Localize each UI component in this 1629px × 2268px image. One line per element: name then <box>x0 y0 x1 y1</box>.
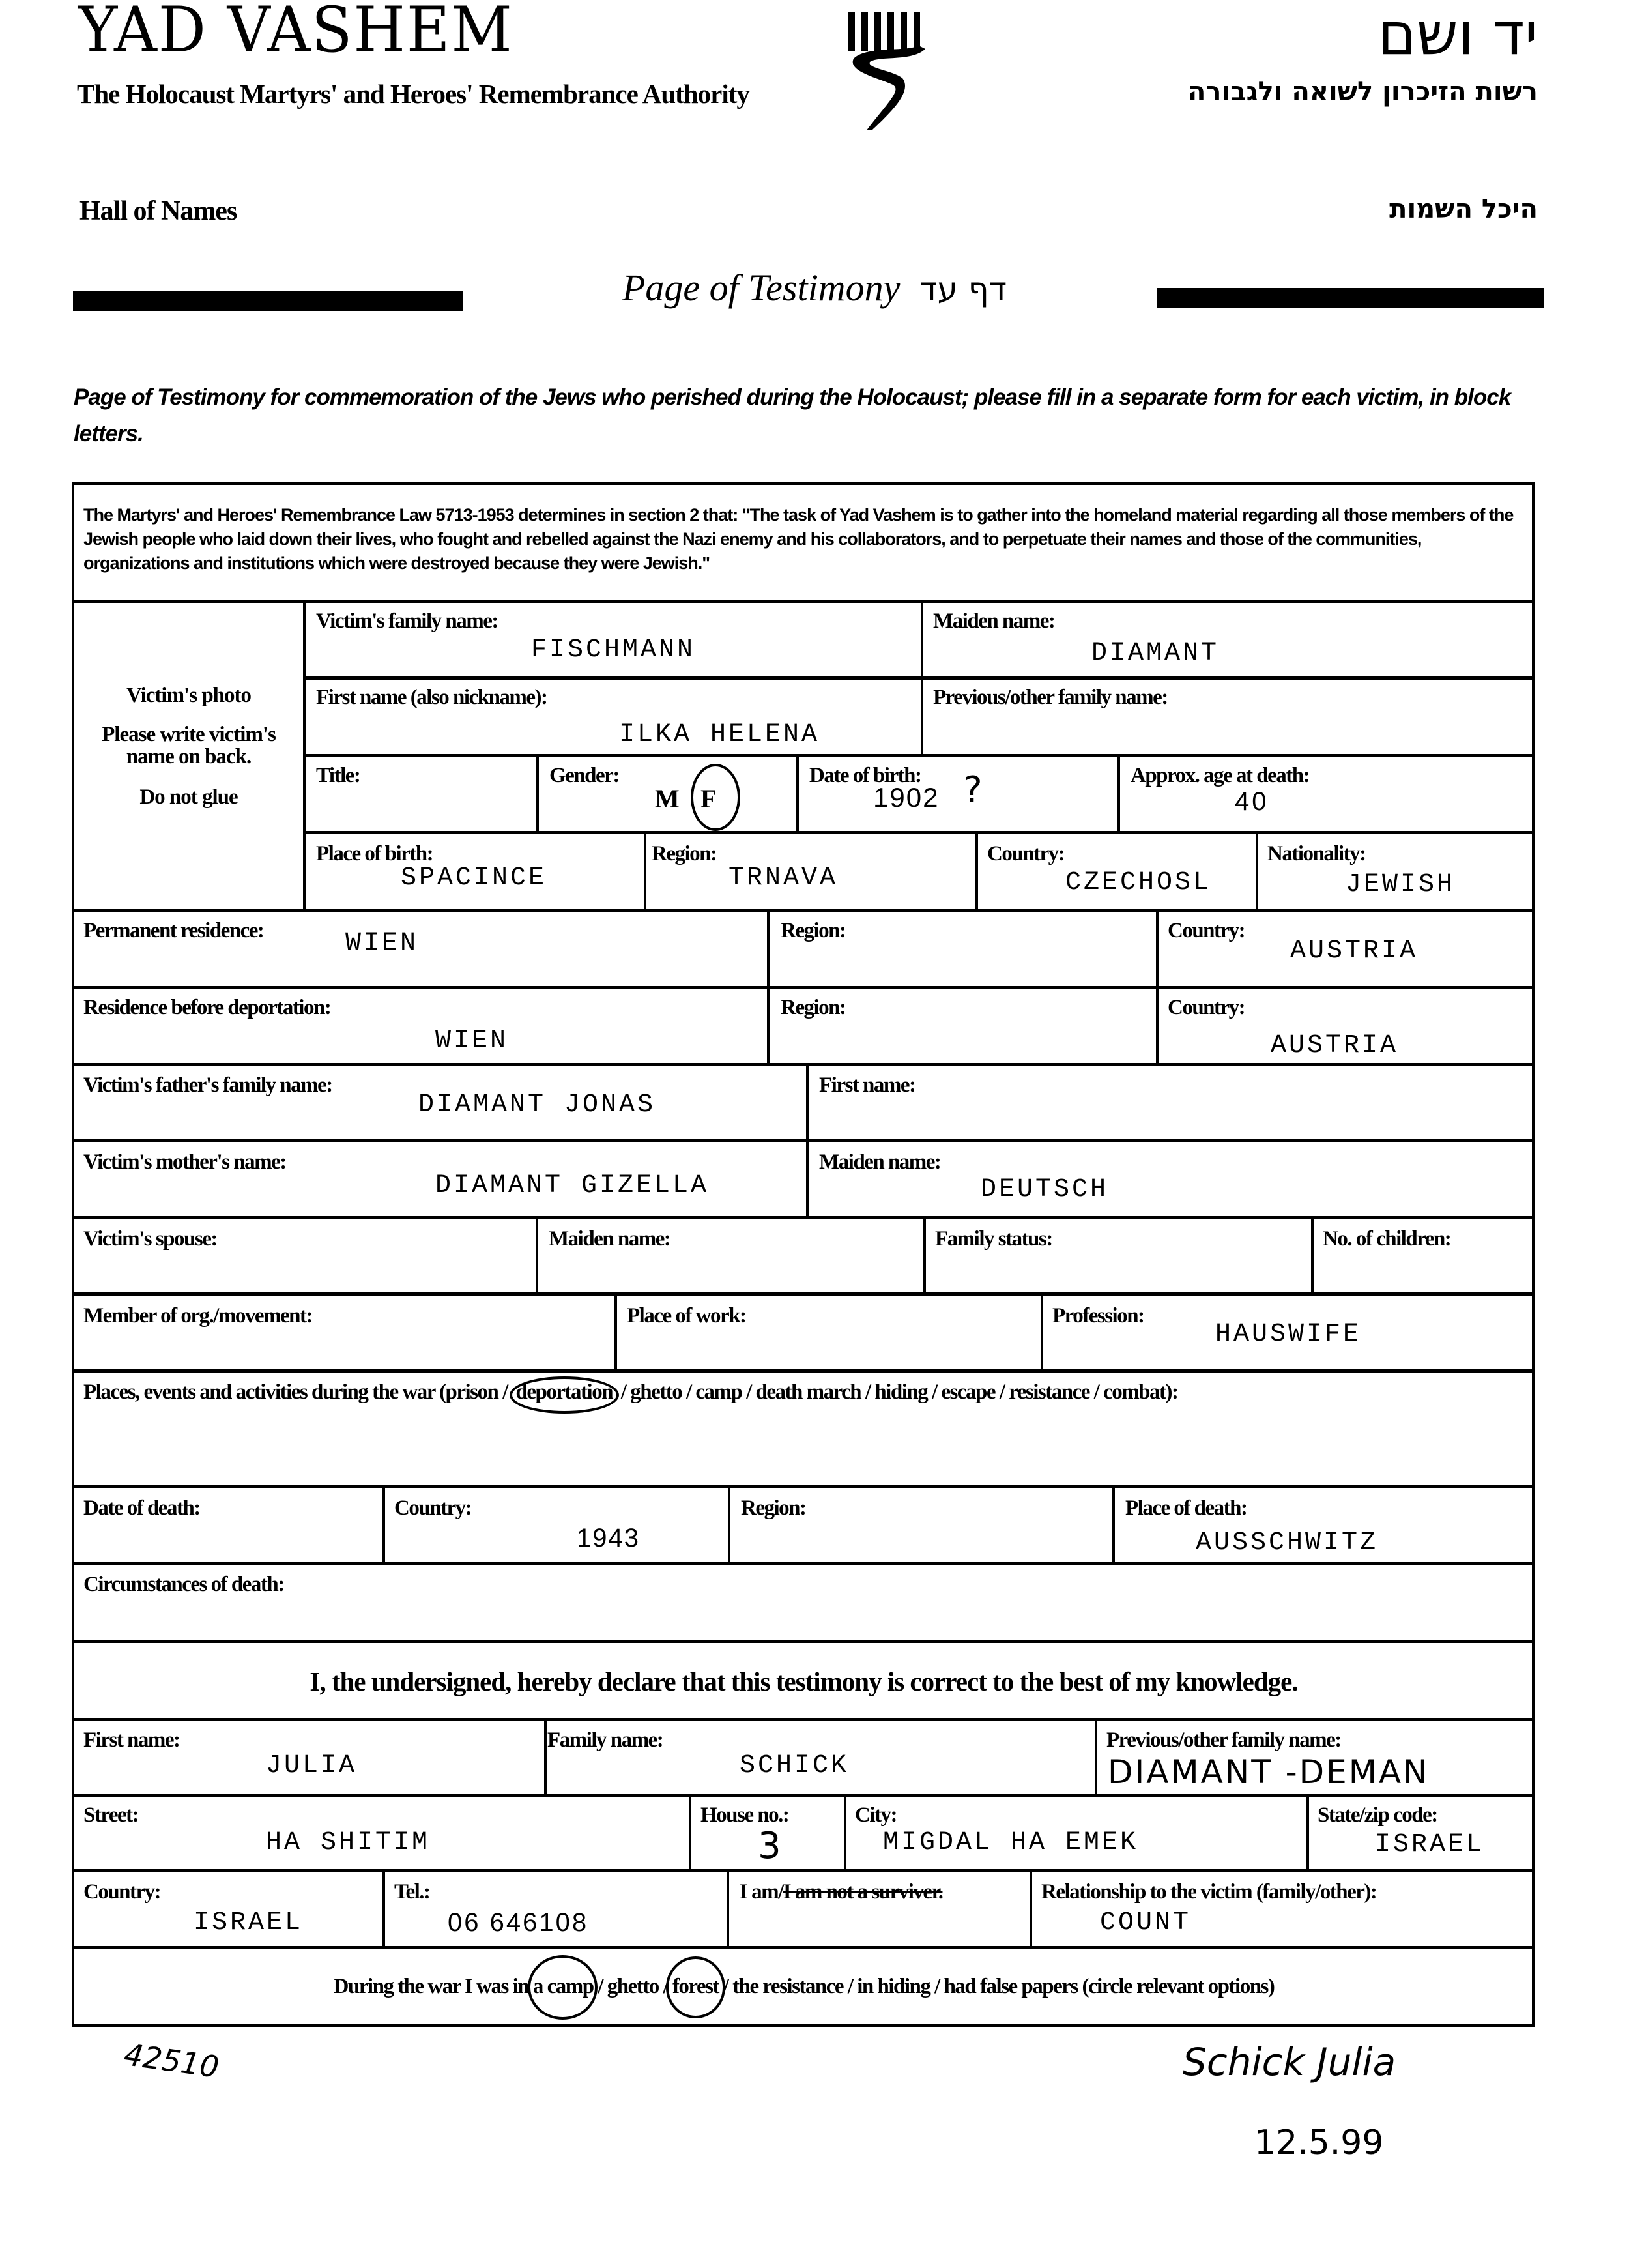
street-label: Street: <box>83 1803 139 1827</box>
victim-maiden-name-field[interactable]: DIAMANT <box>1091 639 1220 668</box>
date-of-birth-annotation: ? <box>963 769 983 811</box>
department-en: Hall of Names <box>79 196 237 226</box>
place-of-work-label: Place of work: <box>627 1304 746 1328</box>
survivor-option-am-not-struck: I am not a surviver. <box>783 1880 943 1904</box>
house-no-field[interactable]: 3 <box>758 1825 781 1867</box>
permanent-residence-label: Permanent residence: <box>83 919 264 942</box>
rule <box>544 1719 547 1796</box>
rule <box>73 1063 1535 1066</box>
birth-region-field[interactable]: TRNAVA <box>728 864 839 893</box>
gender-option-m[interactable]: M <box>655 784 679 813</box>
date-of-birth-field[interactable]: 1902 <box>873 782 940 813</box>
perm-country-label: Country: <box>1168 919 1245 942</box>
record-number: 42510 <box>121 2037 222 2085</box>
residence-before-field[interactable]: WIEN <box>435 1026 509 1056</box>
perm-country-field[interactable]: AUSTRIA <box>1290 937 1419 966</box>
option-camp-label: a camp <box>532 1975 594 1998</box>
residence-before-label: Residence before deportation: <box>83 996 331 1019</box>
rule <box>1306 1796 1309 1870</box>
age-at-death-field[interactable]: 40 <box>1235 787 1269 816</box>
war-places-label-post: / ghetto / camp / death march / hiding / escape / resistance / combat): <box>620 1380 1178 1404</box>
nationality-label: Nationality: <box>1267 842 1366 865</box>
option-forest-label: forest <box>672 1975 719 1998</box>
law-text: The Martyrs' and Heroes' Remembrance Law 5713-1953 determines in section 2 that: "The task of Yad Vashem is to gather into the homeland material regarding all those members of the Jewish people who laid down their lives, who fought and rebelled against the Nazi enemy and his collaborators, and to perpetuate their names and those of the communities, organizations and institutions which were destroyed because they were Jewish." <box>83 505 1514 573</box>
org-name-he: יד ושם <box>1377 0 1538 68</box>
rule <box>382 1870 385 1947</box>
gender-selection-circle <box>691 764 740 831</box>
submitter-first-name-label: First name: <box>83 1728 180 1752</box>
city-label: City: <box>855 1803 897 1827</box>
birth-country-field[interactable]: CZECHOSL <box>1065 868 1212 897</box>
family-status-label: Family status: <box>935 1227 1052 1251</box>
submitter-family-name-field[interactable]: SCHICK <box>740 1751 850 1781</box>
place-of-death-label: Place of death: <box>1125 1496 1247 1520</box>
instructions: Page of Testimony for commemoration of the Jews who perished during the Holocaust; please fill in a separate form for each victim, in block letters. <box>74 385 1511 446</box>
rule <box>73 600 1535 603</box>
survivor-status[interactable] <box>740 1880 942 1904</box>
victim-family-name-label: Victim's family name: <box>316 609 498 633</box>
children-label: No. of children: <box>1323 1227 1451 1251</box>
rule <box>536 1217 538 1294</box>
rule <box>73 1139 1535 1142</box>
victim-family-name-field[interactable]: FISCHMANN <box>531 635 696 665</box>
gender-option-f[interactable]: F <box>700 784 715 813</box>
profession-label: Profession: <box>1052 1304 1144 1328</box>
house-no-label: House no.: <box>700 1803 789 1827</box>
rule <box>73 986 1535 989</box>
during-war-option-forest[interactable] <box>672 1975 719 1999</box>
submitter-country-label: Country: <box>83 1880 161 1904</box>
death-country-label: Country: <box>394 1496 472 1520</box>
victim-photo-area[interactable] <box>73 684 304 808</box>
rule <box>728 1486 730 1563</box>
rule <box>1095 1719 1097 1796</box>
date-of-birth-label: Date of birth: <box>809 764 921 787</box>
during-war-option-camp[interactable] <box>533 1975 594 1999</box>
death-country-field[interactable]: 1943 <box>577 1524 640 1552</box>
father-family-name-label: Victim's father's family name: <box>83 1073 332 1097</box>
rule <box>1117 755 1120 832</box>
rule <box>73 1369 1535 1373</box>
victim-previous-name-label: Previous/other family name: <box>933 686 1168 709</box>
death-region-label: Region: <box>741 1496 806 1520</box>
selection-circle <box>666 1956 725 2018</box>
father-first-name-label: First name: <box>819 1073 915 1097</box>
rule <box>73 1869 1535 1872</box>
perm-region-label: Region: <box>781 919 846 942</box>
before-country-field[interactable]: AUSTRIA <box>1271 1031 1399 1060</box>
mother-maiden-name-field[interactable]: DEUTSCH <box>981 1175 1109 1204</box>
during-war-post: / the resistance / in hiding / had false papers (circle relevant options) <box>723 1975 1275 1998</box>
tel-label: Tel.: <box>394 1880 430 1904</box>
birth-country-label: Country: <box>987 842 1065 865</box>
rule <box>73 1640 1535 1643</box>
circumstances-label: Circumstances of death: <box>83 1573 284 1596</box>
rule <box>796 755 799 832</box>
rule <box>304 676 1535 680</box>
mother-name-field[interactable]: DIAMANT GIZELLA <box>435 1171 710 1200</box>
father-family-name-field[interactable]: DIAMANT JONAS <box>418 1090 656 1120</box>
age-at-death-label: Approx. age at death: <box>1131 764 1310 787</box>
state-zip-label: State/zip code: <box>1318 1803 1437 1827</box>
rule <box>844 1796 846 1870</box>
rule <box>304 831 1535 834</box>
signature: Schick Julia <box>1183 2040 1396 2084</box>
street-field[interactable]: HA SHITIM <box>266 1828 431 1857</box>
department-he: היכל השמות <box>1389 194 1538 224</box>
nationality-field[interactable]: JEWISH <box>1346 870 1456 899</box>
profession-field[interactable]: HAUSWIFE <box>1215 1320 1362 1349</box>
victim-first-name-label: First name (also nickname): <box>316 686 547 709</box>
photo-note: Please write victim's name on back. <box>102 723 276 768</box>
rule <box>73 1216 1535 1219</box>
submitter-previous-name-label: Previous/other family name: <box>1106 1728 1341 1752</box>
rule <box>921 601 923 755</box>
permanent-residence-field[interactable]: WIEN <box>345 929 419 958</box>
org-subtitle-he: רשות הזיכרון לשואה ולגבורה <box>1187 77 1538 107</box>
page-title-en: Page of Testimony <box>622 267 901 309</box>
rule <box>1030 1870 1032 1947</box>
rule <box>1156 910 1159 1064</box>
rule <box>614 1294 617 1371</box>
rule <box>73 909 1535 912</box>
rule <box>923 1217 926 1294</box>
date-of-death-label: Date of death: <box>83 1496 200 1520</box>
war-places-circled-option[interactable] <box>512 1380 617 1404</box>
selection-circle <box>528 1955 598 2020</box>
rule <box>382 1486 385 1563</box>
rule <box>767 910 770 1064</box>
place-of-birth-field[interactable]: SPACINCE <box>401 864 547 893</box>
rule <box>73 1794 1535 1797</box>
tel-field[interactable]: 06 646108 <box>448 1908 589 1937</box>
spouse-maiden-name-label: Maiden name: <box>549 1227 670 1251</box>
rule <box>1112 1486 1115 1563</box>
rule <box>73 1946 1535 1949</box>
victim-first-name-field[interactable]: ILKA HELENA <box>619 720 820 749</box>
rule <box>73 1562 1535 1565</box>
rule <box>806 1064 809 1217</box>
submitter-country-field[interactable]: ISRAEL <box>194 1908 304 1938</box>
org-name-en: YAD VASHEM <box>78 0 513 66</box>
victim-title-label: Title: <box>316 764 360 787</box>
declaration-text: I, the undersigned, hereby declare that this testimony is correct to the best of my knowledge. <box>310 1666 1298 1696</box>
spouse-label: Victim's spouse: <box>83 1227 217 1251</box>
selection-circle <box>510 1376 620 1414</box>
page-title <box>0 266 1629 310</box>
rule <box>727 1870 729 1947</box>
victim-maiden-name-label: Maiden name: <box>933 609 1055 633</box>
state-zip-field[interactable]: ISRAEL <box>1375 1830 1485 1859</box>
submitter-family-name-label: Family name: <box>547 1728 663 1752</box>
yad-vashem-emblem-icon <box>841 7 938 130</box>
place-of-birth-label: Place of birth: <box>316 842 433 865</box>
rule <box>73 1485 1535 1488</box>
rule <box>1256 832 1258 910</box>
war-places-option-deportation: deportation <box>515 1380 613 1404</box>
rule <box>73 1718 1535 1721</box>
survivor-option-am: I am/ <box>740 1880 783 1904</box>
gender-label: Gender: <box>549 764 619 787</box>
signature-date: 12.5.99 <box>1254 2123 1384 2162</box>
rule <box>975 832 978 910</box>
rule <box>536 755 539 832</box>
mother-maiden-name-label: Maiden name: <box>819 1150 941 1174</box>
photo-glue-note: Do not glue <box>139 785 238 809</box>
rule <box>644 832 646 910</box>
place-of-death-field[interactable]: AUSSCHWITZ <box>1196 1528 1379 1558</box>
rule <box>1041 1294 1043 1371</box>
photo-title: Victim's photo <box>126 684 252 707</box>
war-places-label-pre: Places, events and activities during the war (prison / <box>83 1380 508 1404</box>
relationship-field[interactable]: COUNT <box>1100 1908 1192 1938</box>
mother-name-label: Victim's mother's name: <box>83 1150 286 1174</box>
rule <box>304 754 1535 757</box>
war-places-label <box>83 1380 1178 1404</box>
org-subtitle-en: The Holocaust Martyrs' and Heroes' Remembrance Authority <box>77 79 749 109</box>
rule <box>689 1796 691 1870</box>
during-war-pre: During the war I was in <box>333 1975 529 1998</box>
before-country-label: Country: <box>1168 996 1245 1019</box>
submitter-previous-name-field[interactable]: DIAMANT -DEMAN <box>1108 1753 1430 1791</box>
city-field[interactable]: MIGDAL HA EMEK <box>883 1828 1139 1857</box>
member-org-label: Member of org./movement: <box>83 1304 312 1328</box>
relationship-label: Relationship to the victim (family/other): <box>1041 1880 1377 1904</box>
rule <box>73 1292 1535 1296</box>
before-region-label: Region: <box>781 996 846 1019</box>
submitter-first-name-field[interactable]: JULIA <box>266 1751 358 1781</box>
page-title-he: דף עד <box>919 270 1007 308</box>
during-war-statement <box>73 1975 1535 1999</box>
during-war-sep: / ghetto / <box>598 1975 669 1998</box>
rule <box>1311 1217 1314 1294</box>
birth-region-label: Region: <box>652 842 717 865</box>
